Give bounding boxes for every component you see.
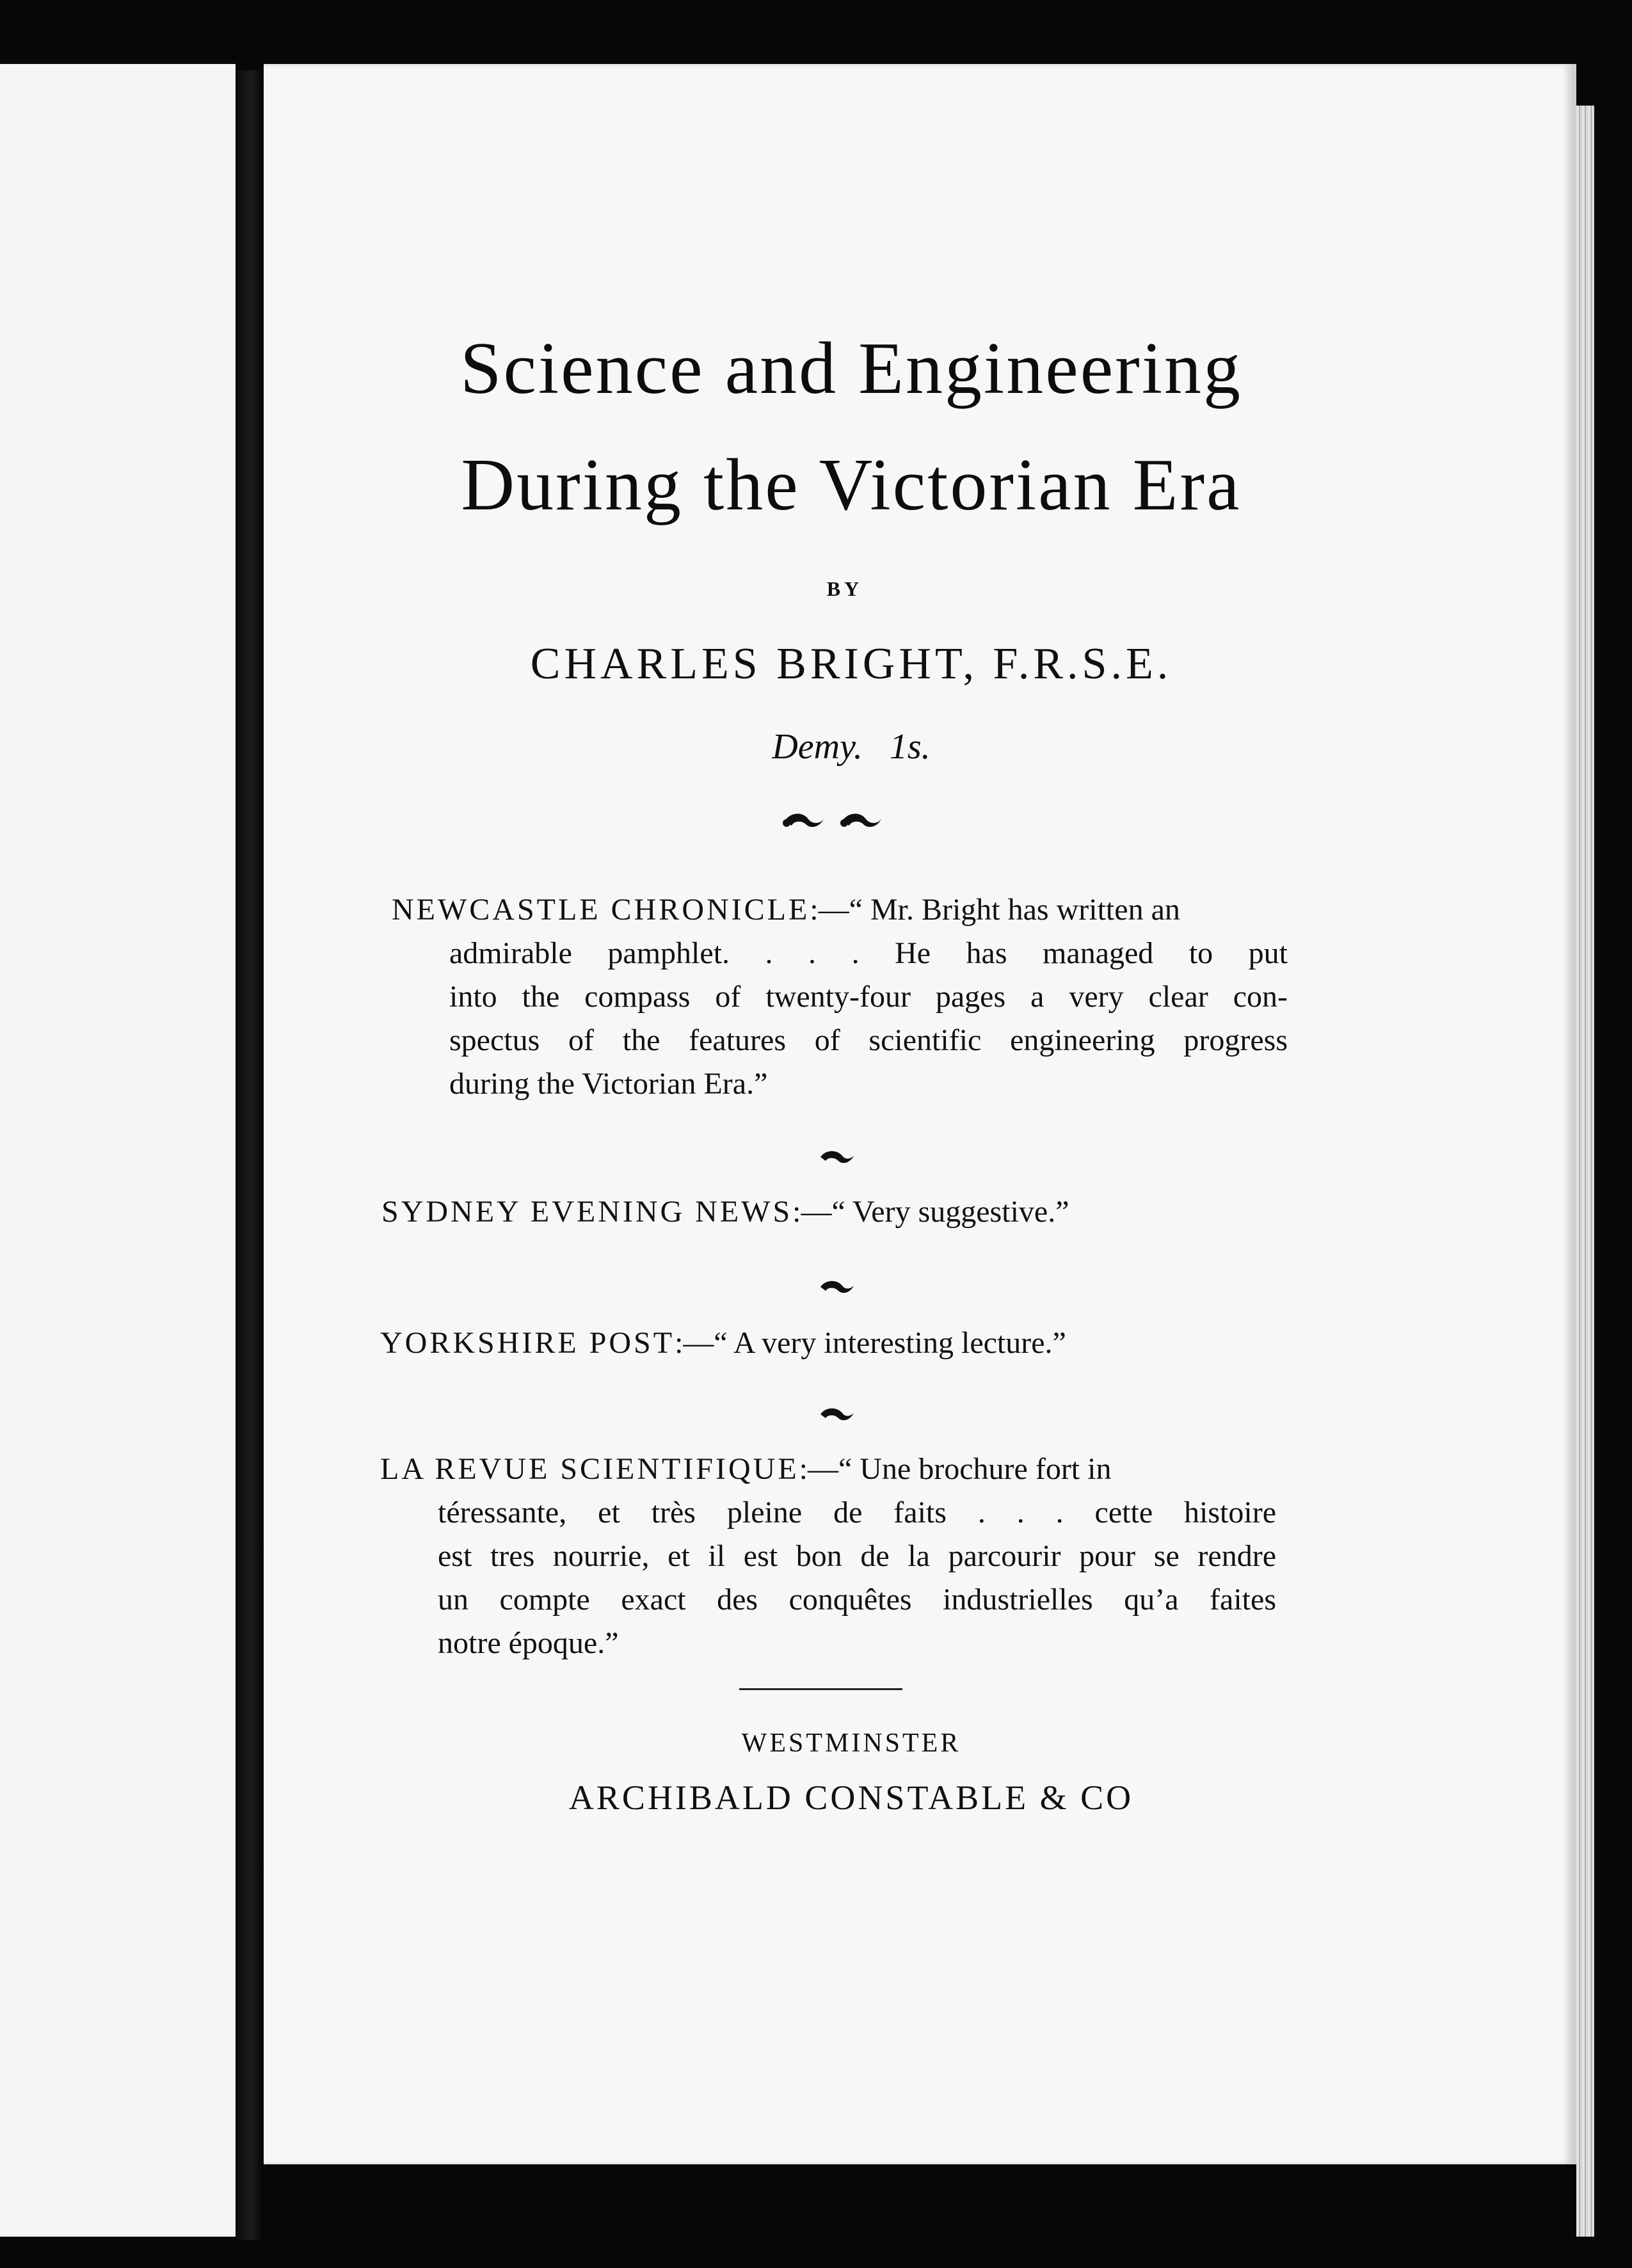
- review-text-line: :—“ A very interesting lecture.”: [675, 1326, 1066, 1360]
- review-sydney-evening-news: [381, 1190, 1277, 1234]
- title-line-2: During the Victorian Era: [461, 444, 1242, 526]
- review-la-revue-scientifique: [380, 1448, 1276, 1665]
- format-label: Demy.: [772, 727, 863, 767]
- review-text-line: est tres nourrie, et il est bon de la parcourir pour se rendre: [438, 1539, 1276, 1573]
- price-amount: 1s.: [889, 727, 931, 767]
- imprint-city: WESTMINSTER: [741, 1729, 961, 1758]
- review-source: LA REVUE SCIENTIFIQUE: [380, 1452, 799, 1486]
- review-text-line: spectus of the features of scientific engineering progress: [449, 1023, 1288, 1057]
- author-name: CHARLES BRIGHT, F.R.S.E.: [530, 639, 1172, 689]
- review-text-line: :—“ Very suggestive.”: [792, 1195, 1069, 1229]
- review-source: SYDNEY EVENING NEWS: [381, 1195, 793, 1229]
- review-newcastle-chronicle: [392, 888, 1288, 1106]
- imprint-publisher: ARCHIBALD CONSTABLE & CO: [568, 1778, 1134, 1817]
- fleuron-icon: [818, 1403, 856, 1425]
- review-text-line: notre époque.”: [438, 1626, 619, 1660]
- divider-rule: [739, 1688, 902, 1690]
- review-yorkshire-post: [380, 1322, 1276, 1365]
- review-text-line: during the Victorian Era.”: [449, 1067, 768, 1101]
- fleuron-ornament-icon: [778, 805, 906, 836]
- review-source: NEWCASTLE CHRONICLE: [392, 893, 810, 927]
- review-text-line: un compte exact des conquêtes industrielles qu’a faites: [438, 1583, 1276, 1617]
- fleuron-icon: [818, 1275, 856, 1297]
- review-text-line: into the compass of twenty-four pages a very clear con-: [449, 980, 1288, 1014]
- fleuron-icon: [818, 1146, 856, 1167]
- review-text-line: admirable pamphlet. . . . He has managed to put: [449, 936, 1288, 970]
- byline: BY: [826, 577, 863, 600]
- price-line: [704, 726, 998, 767]
- review-source: YORKSHIRE POST: [380, 1326, 675, 1360]
- review-text-line: téressante, et très pleine de faits . . . cette histoire: [438, 1496, 1276, 1529]
- title-line-1: Science and Engineering: [460, 328, 1243, 410]
- review-text-line: :—“ Mr. Bright has written an: [810, 893, 1180, 927]
- review-text-line: :—“ Une brochure fort in: [799, 1452, 1112, 1486]
